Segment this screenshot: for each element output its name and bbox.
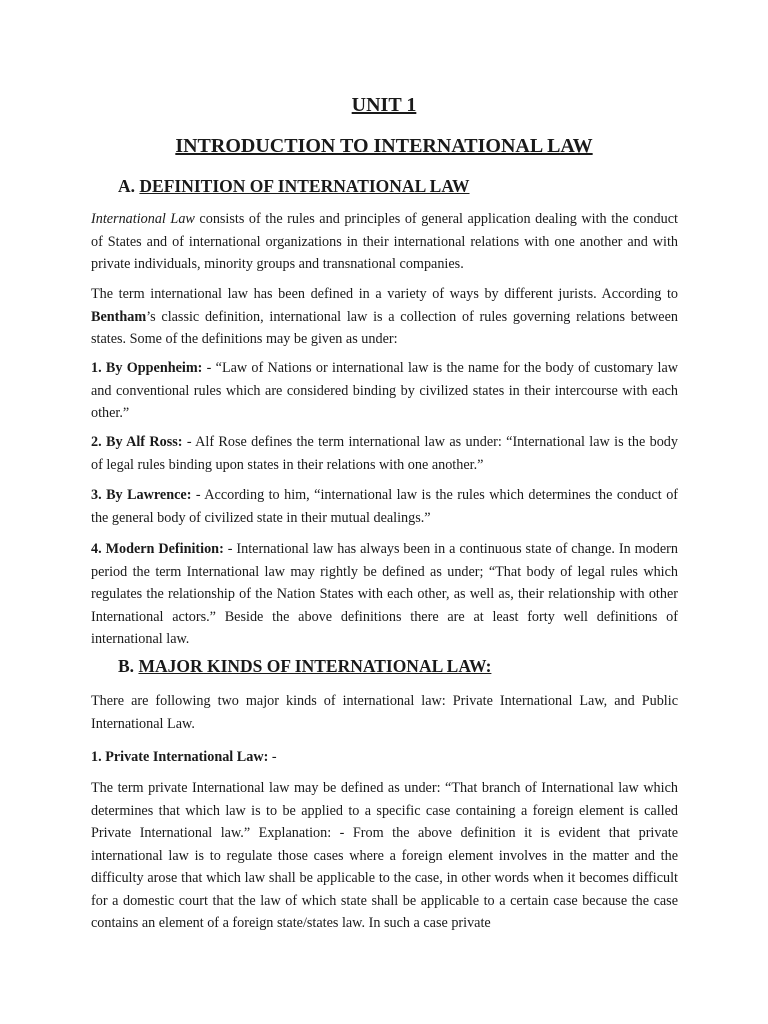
section-a-letter: A.	[118, 176, 136, 196]
jurists-before: The term international law has been defined in a variety of ways by different jurists. According to	[91, 286, 678, 302]
intro-term: International Law	[91, 211, 195, 227]
section-b-title: MAJOR KINDS OF INTERNATIONAL LAW:	[138, 656, 492, 676]
definition-label: 3. By Lawrence:	[91, 487, 192, 503]
kinds-paragraph: There are following two major kinds of international law: Private International Law, and Public International Law.	[91, 693, 678, 732]
private-law-heading	[91, 746, 277, 769]
jurists-name: Bentham	[91, 308, 147, 325]
definition-text: - International law has always been in a continuous state of change. In modern period the term International law may rightly be defined as under; “That body of legal rules which regulates the relationship of the Nation States with each other, as well as, their relationship with other International actors.” Beside the above definitions there are at least forty well definitions of international law.	[91, 541, 678, 647]
main-title: INTRODUCTION TO INTERNATIONAL LAW	[175, 135, 593, 157]
section-a-heading	[118, 176, 470, 197]
definition-label: 1. By Oppenheim:	[91, 360, 203, 376]
private-law-suffix: -	[268, 749, 277, 765]
private-law-label: 1. Private International Law:	[91, 749, 269, 765]
unit-title: UNIT 1	[351, 94, 417, 116]
definition-label: 2. By Alf Ross:	[91, 434, 183, 450]
definition-alf-ross	[91, 431, 678, 476]
definition-lawrence	[91, 484, 678, 529]
jurists-paragraph	[91, 283, 678, 351]
section-a-title: DEFINITION OF INTERNATIONAL LAW	[139, 176, 470, 196]
private-law-paragraph: The term private International law may be defined as under: “That branch of International law which determines that which law is to be applied to a specific case containing a foreign element is called Private International law.” Explanation: - From the above definition it is evident that private international law is to regulate those cases where a foreign element involves in the matter and the difficulty arose that which law shall be applicable to the case, in other words when it becomes difficult for a domestic court that the law of which state shall be applicable to a certain case because the case contains an element of a foreign state/states law. In such a case private	[91, 780, 678, 931]
definition-modern	[91, 538, 678, 651]
intro-text: consists of the rules and principles of general application dealing with the conduct of States and of international organizations in their international relations with one another and with private individuals, minority groups and transnational companies.	[91, 211, 678, 272]
definition-text: - Alf Rose defines the term international law as under: “International law is the body of legal rules binding upon states in their relations with one another.”	[91, 434, 678, 473]
definition-text: - “Law of Nations or international law is the name for the body of customary law and conventional rules which are considered binding by civilized states in their intercourse with each other.”	[91, 360, 678, 421]
intro-paragraph	[91, 208, 678, 276]
section-b-heading	[118, 656, 491, 677]
definition-oppenheim	[91, 357, 678, 425]
section-b-letter: B.	[118, 656, 135, 676]
definition-label: 4. Modern Definition:	[91, 541, 224, 557]
definition-text: - According to him, “international law is the rules which determines the conduct of the general body of civilized state in their mutual dealings.”	[91, 487, 679, 526]
jurists-after: ’s classic definition, international law is a collection of rules governing relations between states. Some of the definitions may be given as under:	[91, 308, 678, 347]
